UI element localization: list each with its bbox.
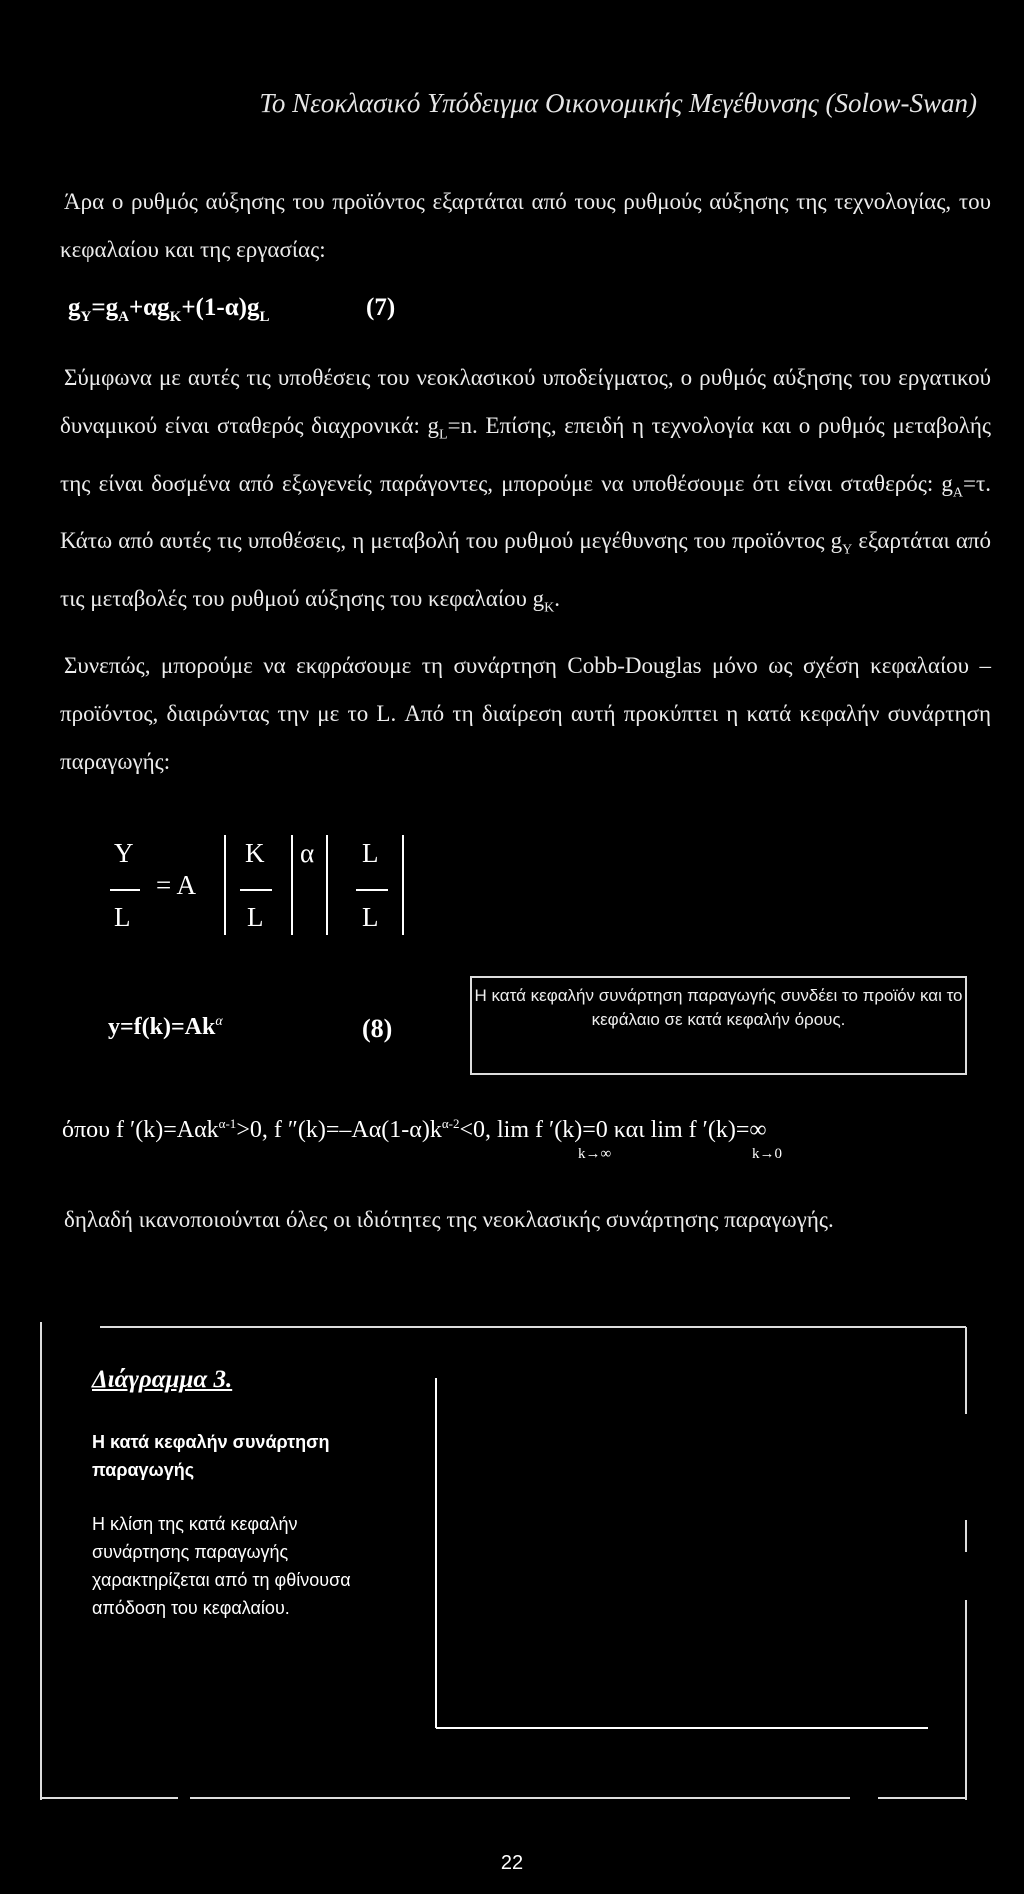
eq7-sub-y: Y xyxy=(80,309,92,325)
limit-sub-zero: k→0 xyxy=(752,1146,782,1162)
p2-part-b: =n. Επίσης, επειδή η τεχνολογία και ο ρυθμός μεταβολής της είναι δοσμένα από εξωγενείς παράγοντες, μπορούμε να υποθέσουμε ότι είναι σταθερός: g xyxy=(60,413,991,496)
paragraph-cobb-douglas-text: Συνεπώς, μπορούμε να εκφράσουμε τη συνάρτηση Cobb-Douglas μόνο ως σχέση κεφαλαίου – προϊόντος, διαιρώντας την με το L. Από τη διαίρεση αυτή προκύπτει η κατά κεφαλήν συνάρτηση παραγωγής: xyxy=(60,653,991,774)
cond-exp-2: α-2 xyxy=(441,1116,460,1131)
cond-part-1: όπου f ′(k)=Aαk xyxy=(62,1117,219,1143)
limit-sub-infinity: k→∞ xyxy=(578,1146,612,1162)
frac-l1: L xyxy=(114,902,131,932)
frac-y: Y xyxy=(114,838,134,868)
diagram-title: Διάγραμμα 3. xyxy=(92,1366,233,1393)
eq8-exponent: α xyxy=(215,1014,223,1029)
cond-part-3: <0, lim f ′(k)=0 και lim f ′(k)=∞ xyxy=(459,1117,767,1143)
paragraph-intro-text: Άρα ο ρυθμός αύξησης του προϊόντος εξαρτάται από τους ρυθμούς αύξησης της τεχνολογίας, του κεφαλαίου και της εργασίας: xyxy=(60,189,991,262)
frac-alpha: α xyxy=(300,838,315,868)
p2-sub-l: L xyxy=(439,427,448,443)
eq7-alpha-term: +αg xyxy=(128,294,170,321)
eq7-equals: = xyxy=(91,294,106,321)
p2-part-d: εξαρτάται από τις μεταβολές του ρυθμού αύξησης του κεφαλαίου g xyxy=(60,528,991,611)
page-number: 22 xyxy=(500,1852,524,1874)
frac-l3: L xyxy=(362,838,379,868)
eq8-text: y=f(k)=Ak xyxy=(108,1014,216,1040)
p2-sub-y: Y xyxy=(842,542,853,558)
paragraph-properties-text: δηλαδή ικανοποιούνται όλες οι ιδιότητες της νεοκλασικής συνάρτησης παραγωγής. xyxy=(64,1207,834,1232)
note-box: Η κατά κεφαλήν συνάρτηση παραγωγής συνδέει το προϊόν και το κεφάλαιο σε κατά κεφαλήν όρους. xyxy=(470,976,967,1075)
frac-equals-a: = A xyxy=(156,870,196,900)
p2-part-a: Σύμφωνα με αυτές τις υποθέσεις του νεοκλασικού υποδείγματος, ο ρυθμός αύξησης του εργατικού δυναμικού είναι σταθερός διαχρονικά: g xyxy=(60,365,991,438)
eq7-one-minus-term: +(1-α)g xyxy=(181,294,260,321)
diagram-description: Η κλίση της κατά κεφαλήν συνάρτησης παραγωγής χαρακτηρίζεται από τη φθίνουσα απόδοση του κεφαλαίου. xyxy=(92,1514,351,1618)
equation-8-number: (8) xyxy=(362,1014,393,1043)
frac-k: K xyxy=(245,838,265,868)
frac-l4: L xyxy=(362,902,379,932)
cond-exp-1: α-1 xyxy=(218,1116,237,1131)
p2-part-c: =τ. Κάτω από αυτές τις υποθέσεις, η μεταβολή του ρυθμού μεγέθυνσης του προϊόντος g xyxy=(60,470,991,554)
eq7-g: g xyxy=(68,294,81,321)
running-header: Το Νεοκλασικό Υπόδειγμα Οικονομικής Μεγέθυνσης (Solow-Swan) xyxy=(259,88,977,118)
eq7-sub-k: K xyxy=(169,309,182,325)
p2-part-e: . xyxy=(554,585,561,611)
eq7-g2: g xyxy=(105,294,119,321)
frac-l2: L xyxy=(247,902,264,932)
eq7-sub-a: A xyxy=(118,309,129,325)
eq7-sub-l: L xyxy=(259,309,270,325)
diagram-subtitle: Η κατά κεφαλήν συνάρτηση παραγωγής xyxy=(92,1432,330,1480)
p2-sub-k: K xyxy=(544,600,555,616)
cond-part-2: >0, f ″(k)=–Aα(1-α)k xyxy=(236,1117,442,1143)
p2-sub-a: A xyxy=(952,485,964,501)
equation-7-number: (7) xyxy=(366,294,396,321)
